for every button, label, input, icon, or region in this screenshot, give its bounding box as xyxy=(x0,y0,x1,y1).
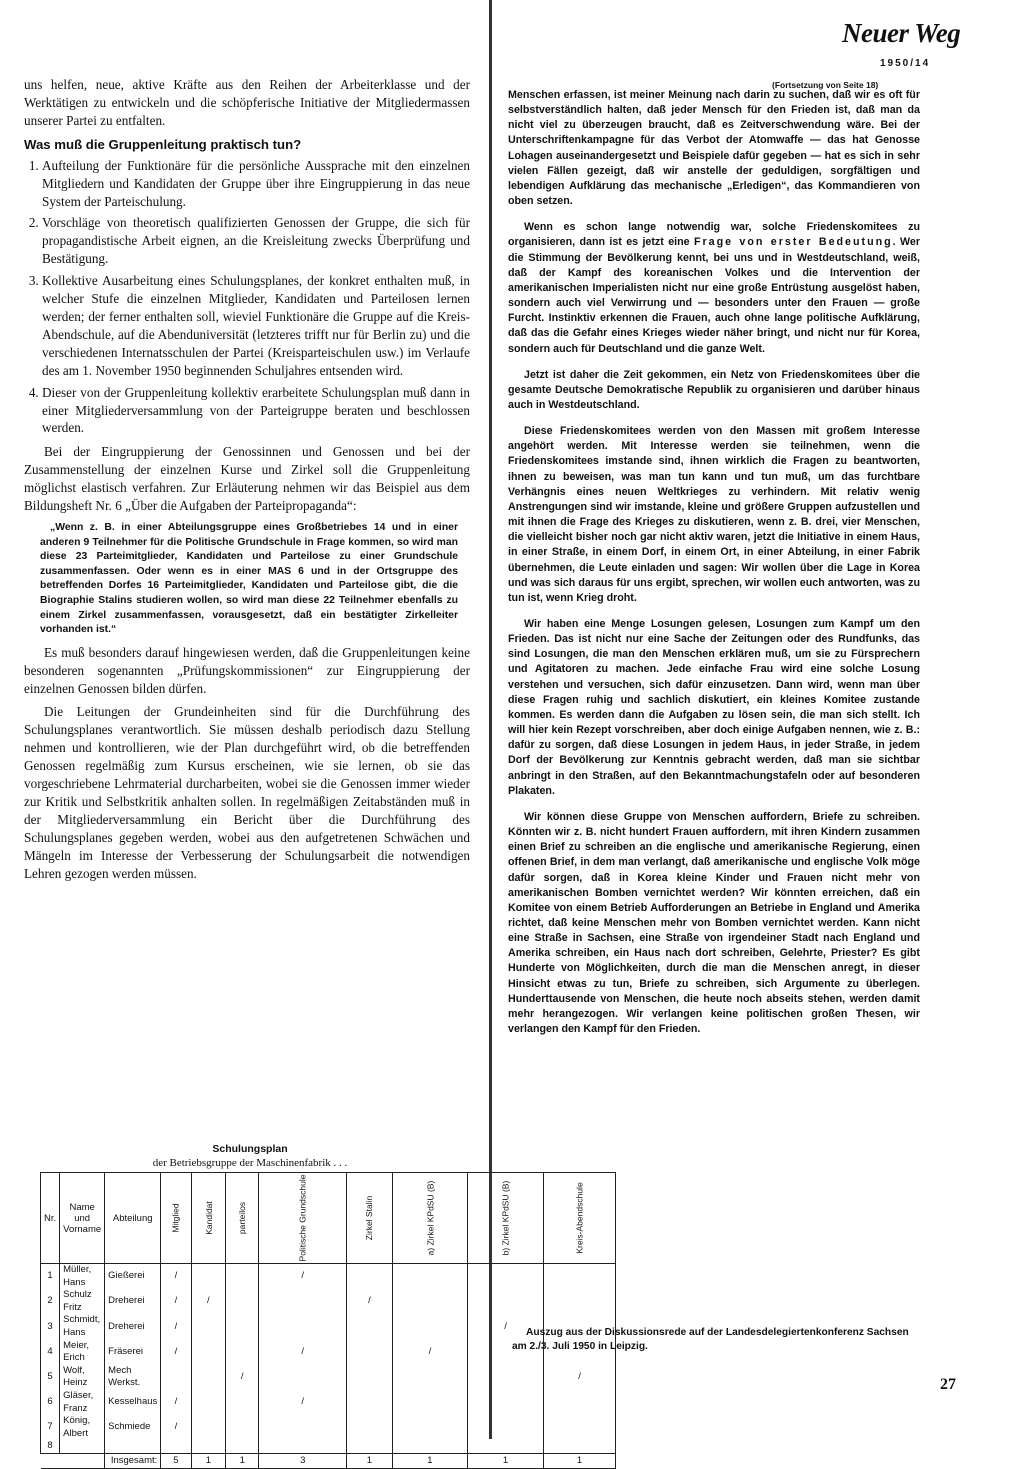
col-header: Mitglied xyxy=(161,1173,191,1264)
table-cell: 2 xyxy=(41,1289,60,1314)
table-cell: 6 xyxy=(41,1390,60,1415)
table-cell: / xyxy=(161,1289,191,1314)
table-cell xyxy=(468,1440,544,1453)
table-cell xyxy=(392,1440,468,1453)
table-cell: Fräserei xyxy=(105,1340,161,1365)
table-cell xyxy=(191,1264,226,1290)
intro-paragraph: uns helfen, neue, aktive Kräfte aus den Reihen der Arbeiterklasse und der Werktätigen zu entwickeln und die schöpferische Initiative der Mitgliedermassen unserer Partei zu entfalten. xyxy=(24,77,470,128)
table-cell: Wolf, Heinz xyxy=(60,1365,105,1390)
list-item: 4. Dieser von der Gruppenleitung kollektiv erarbeitete Schulungsplan muß dann in einer Mitgliederversammlung von der Parteigruppe beraten und beschlossen werden. xyxy=(42,384,470,438)
table-cell: 8 xyxy=(41,1440,60,1453)
table-cell: / xyxy=(226,1365,259,1390)
total-cell: 3 xyxy=(259,1453,347,1468)
task-list xyxy=(24,157,470,438)
table-cell xyxy=(161,1440,191,1453)
table-caption xyxy=(40,1142,460,1170)
table-cell: Schmidt, Hans xyxy=(60,1314,105,1339)
paragraph: Diese Friedenskomitees werden von den Massen mit großem Interesse angehört werden. Mit Interesse werden sie teilnehmen, wenn die Friedenskomitees imstande sind, ihnen wirklich die Fragen zu beantworten, ihnen zu beweisen, was man tun kann und tun muß, um das furchtbare Verhängnis eines neuen Weltkrieges zu verhindern. Mit relativ wenig Anstrengungen sind wir imstande, kleine und größere Gruppen aufzustellen und mit ihnen die Frage des Krieges zu diskutieren, wenn z. B. drei, vier Menschen, die vielleicht bisher noch gar nicht aktiv waren, jetzt die Initiative in einem Haus, in einer Straße, in einem Dorf, in einem Ort, in einer Abteilung, in einer Fabrik übernehmen, die Leute einladen und sagen: Wir wollen über die Lage in Korea und was sich daraus für uns ergibt, sprechen, wir wollen euch antworten, was zu tun ist, wenn Krieg droht. xyxy=(508,425,920,604)
table-cell: / xyxy=(259,1340,347,1365)
table-cell: 4 xyxy=(41,1340,60,1365)
continuation-note: (Fortsetzung von Seite 18) xyxy=(772,80,879,90)
table-cell xyxy=(60,1440,105,1453)
table-cell xyxy=(259,1440,347,1453)
col-header: parteilos xyxy=(226,1173,259,1264)
table-cell: / xyxy=(161,1390,191,1415)
paragraph: Wir können diese Gruppe von Menschen auffordern, Briefe zu schreiben. Könnten wir z. B. nicht hundert Frauen auffordern, mit ihren Kindern zusammen einen Brief zu schreiben an die englische und amerikanische Regierung, einen offenen Brief, in dem man verlangt, daß amerikanische und englische Volk möge dafür sorgen, daß in Korea kleine Kinder und Frauen nicht mehr von amerikanischen Bomben vernichtet werden? Wir könnten erreichen, daß ein Komitee von einem Betrieb Aufforderungen an Betriebe in England und Amerika richtet, daß keine Menschen mehr von Bomben vernichtet werden. Kann nicht eine Straße in Sachsen, eine Straße von irgendeiner Stadt nach England und Amerika schreiben, ein Haus nach dort schreiben, Gelehrte, Priester? Es gibt Hunderte von Möglichkeiten, durch die man die Menschen anregt, in dieser Hinsicht etwas zu tun, Briefe zu schreiben, sich Argumente zu überlegen. Hunderttausende von Menschen, die heute noch abseits stehen, werden damit mehr herangezogen. Wir verlangen keine politischen großen Thesen, wir verlangen den Kampf für den Frieden. xyxy=(508,810,920,1036)
paragraph: Wenn es schon lange notwendig war, solche Friedenskomitees zu organisieren, dann ist es jetzt eine Frage von erster Bedeutung. Wer die Stimmung der Bevölkerung kennt, bei uns und in Westdeutschland, weiß, daß der Kampf des koreanischen Volkes und die Intervention der amerikanischen Imperialisten nicht nur eine große Entrüstung ausgelöst haben, sondern auch viel Verwirrung und — besonders unter den Frauen — große Furcht. Instinktiv erkennen die Frauen, auch ohne lange politische Aufklärung, daß das die Gefahr eines Krieges wieder näher bringt, und nicht nur für Korea, sondern auch für Deutschland und die ganze Welt. xyxy=(508,221,920,355)
block-quote: „Wenn z. B. in einer Abteilungsgruppe eines Großbetriebes 14 und in einer anderen 9 Teilnehmer für die Politische Grundschule in Frage kommen, so wird man diese 23 Parteimitglieder, Kandidaten und Parteilose zu einer Grundschule zusammenfassen. Oder wenn es in einer MAS 6 und in der Ortsgruppe des betreffenden Dorfes 16 Parteimitglieder, Kandidaten und Parteilose gibt, die die Biographie Stalins studieren wollen, so wird man diese 22 Teilnehmer ebenfalls zu einem Zirkel zusammenfassen, vorausgesetzt, daß ein bestätigter Zirkelleiter vorhanden ist.“ xyxy=(40,521,458,636)
table-cell xyxy=(191,1314,226,1339)
table-cell: / xyxy=(161,1264,191,1290)
table-cell: Dreherei xyxy=(105,1289,161,1314)
col-header: b) Zirkel KPdSU (B) xyxy=(468,1173,544,1264)
total-cell: 1 xyxy=(347,1453,392,1468)
table-cell xyxy=(226,1340,259,1365)
total-cell: 1 xyxy=(226,1453,259,1468)
table-cell xyxy=(468,1390,544,1415)
table-cell: Dreherei xyxy=(105,1314,161,1339)
table-cell xyxy=(191,1390,226,1415)
table-cell: 1 xyxy=(41,1264,60,1290)
table-cell xyxy=(347,1314,392,1339)
table-cell xyxy=(347,1264,392,1290)
table-cell: / xyxy=(347,1289,392,1314)
table-cell: Gläser, Franz xyxy=(60,1390,105,1415)
table-cell xyxy=(226,1415,259,1440)
table-cell: 3 xyxy=(41,1314,60,1339)
table-cell xyxy=(347,1390,392,1415)
total-cell: 1 xyxy=(468,1453,544,1468)
table-cell xyxy=(392,1415,468,1440)
table-cell: Mech Werkst. xyxy=(105,1365,161,1390)
table-cell: König, Albert xyxy=(60,1415,105,1440)
table-cell xyxy=(191,1440,226,1453)
table-cell: / xyxy=(392,1340,468,1365)
left-column xyxy=(24,76,470,1126)
table-cell xyxy=(543,1440,615,1453)
col-header: Abteilung xyxy=(105,1173,161,1264)
table-cell xyxy=(392,1289,468,1314)
table-cell: / xyxy=(543,1365,615,1390)
table-cell xyxy=(191,1415,226,1440)
table-cell xyxy=(347,1340,392,1365)
table-cell xyxy=(226,1390,259,1415)
table-total-row xyxy=(41,1453,616,1468)
table-cell xyxy=(392,1390,468,1415)
table-cell xyxy=(468,1415,544,1440)
paragraph: Bei der Eingruppierung der Genossinnen und Genossen und bei der Zusammenstellung der einzelnen Kurse und Zirkel soll die Gruppenleitung möglichst elastisch verfahren. Zur Erläuterung nehmen wir das Beispiel aus dem Bildungsheft Nr. 6 „Über die Aufgaben der Parteipropaganda“: xyxy=(24,444,470,514)
table-cell: / xyxy=(161,1314,191,1339)
table-cell: 7 xyxy=(41,1415,60,1440)
paragraph: Wir haben eine Menge Losungen gelesen, Losungen zum Kampf um den Frieden. Das ist nicht nur eine Sache der Zeitungen oder des Rundfunks, das sind Losungen, die man den Menschen erklären muß, um sie zu Fürsprechern und Agitatoren zu machen. Jede einfache Frau wird eine solche Losung verstehen und versuchen, sich dafür einzusetzen. Dann wird, wenn man über diese Fragen ruhig und sachlich diskutiert, ein kleines Komitee zustande kommen. Es werden dann die Aufgaben zu lösen sein, die man sich stellt. Ich will hier kein Rezept vorschreiben, aber doch einige Aufgaben nennen, wie z. B.: dafür zu sorgen, daß diese Losungen in jedem Haus, in jeder Straße, in jedem Dorf der Bevölkerung zur Kenntnis gebracht werden, daß man sie sichtbar anbringt in den Straßen, auf den Bekanntmachungstafeln oder auf besonderen Plakaten. xyxy=(508,618,920,797)
table-cell xyxy=(226,1264,259,1290)
paragraph: Menschen erfassen, ist meiner Meinung nach darin zu suchen, daß wir es oft für selbstverständlich halten, daß jeder Mensch für den Frieden ist, daß man da nicht viel zu überzeugen braucht, daß es Zeitverschwendung wäre. Bei der Unterschriftenkampagne für das Verbot der Atomwaffe — das hat Genosse Lohagen auseinandergesetzt und Beispiele dafür gegeben — hat es sich in sehr vielen Fällen gezeigt, daß wir anstelle der geduldigen, sorgfältigen und lebendigen Aufklärung das mechanische „Erledigen“, das Kommandieren von oben setzen. xyxy=(508,89,920,208)
masthead-title: Neuer Weg xyxy=(842,18,961,48)
table-cell: / xyxy=(161,1415,191,1440)
table-cell xyxy=(392,1314,468,1339)
table-cell xyxy=(226,1440,259,1453)
paragraph: Jetzt ist daher die Zeit gekommen, ein Netz von Friedenskomitees über die gesamte Deutsche Demokratische Republik zu organisieren und darüber hinaus auch in Westdeutschland. xyxy=(508,368,920,411)
col-header: Politische Grundschule xyxy=(259,1173,347,1264)
table-cell xyxy=(226,1314,259,1339)
table-row xyxy=(41,1415,616,1440)
col-header: Zirkel Stalin xyxy=(347,1173,392,1264)
table-row xyxy=(41,1390,616,1415)
table-cell xyxy=(161,1365,191,1390)
issue-number: 1950/14 xyxy=(880,58,931,69)
table-cell xyxy=(543,1415,615,1440)
table-cell xyxy=(347,1415,392,1440)
table-cell xyxy=(259,1289,347,1314)
col-header: Kreis-Abendschule xyxy=(543,1173,615,1264)
table-cell xyxy=(347,1365,392,1390)
total-cell: 1 xyxy=(392,1453,468,1468)
emphasis-text: Frage von erster Bedeutung xyxy=(693,236,893,249)
table-cell xyxy=(259,1314,347,1339)
table-cell xyxy=(191,1365,226,1390)
table-cell xyxy=(347,1440,392,1453)
total-cell: 5 xyxy=(161,1453,191,1468)
paragraph: Es muß besonders darauf hingewiesen werden, daß die Gruppenleitungen keine besonderen sogenannten „Prüfungskommissionen“ zur Eingruppierung der einzelnen Genossen bilden dürfen. xyxy=(24,644,470,696)
list-item: 2. Vorschläge von theoretisch qualifizierten Genossen der Gruppe, die sich für propagandistische Arbeit eignen, an die Kreisleitung zwecks Überprüfung und Bestätigung. xyxy=(42,214,470,268)
table-cell xyxy=(392,1365,468,1390)
col-header: Name und Vorname xyxy=(60,1173,105,1264)
paragraph: Die Leitungen der Grundeinheiten sind für die Durchführung des Schulungsplanes verantwortlich. Sie müssen deshalb periodisch dazu Stellung nehmen und kontrollieren, wie der Plan durchgeführt wird, ob die betreffenden Genossen regelmäßig zum Kursus erscheinen, wie sie lernen, ob sie das vorgeschriebene Lehrmaterial durcharbeiten, wobei sie die Genossen immer wieder zur Kritik und Selbstkritik anhalten sollen. In regelmäßigen Zeitabständen muß in der Mitgliederversammlung ein Bericht über die Durchführung des Schulungsplanes gegeben werden, wobei aus den aufgetretenen Schwächen und Mängeln im Interesse der Verbesserung der Schulungsarbeit die notwendigen Lehren gezogen werden müssen. xyxy=(24,704,470,881)
list-item: 1. Aufteilung der Funktionäre für die persönliche Aussprache mit den einzelnen Mitgliedern und Kandidaten der Gruppe über ihre Eingruppierung in das neue System der Parteischulung. xyxy=(42,157,470,211)
table-cell xyxy=(392,1264,468,1290)
col-header: Kandidat xyxy=(191,1173,226,1264)
table-cell: Schmiede xyxy=(105,1415,161,1440)
page-number: 27 xyxy=(940,1376,956,1393)
table-cell: 5 xyxy=(41,1365,60,1390)
table-cell xyxy=(191,1340,226,1365)
col-header: a) Zirkel KPdSU (B) xyxy=(392,1173,468,1264)
table-cell xyxy=(259,1415,347,1440)
table-cell xyxy=(543,1390,615,1415)
table-cell: Meier, Erich xyxy=(60,1340,105,1365)
total-cell: 1 xyxy=(543,1453,615,1468)
table-cell: Müller, Hans xyxy=(60,1264,105,1290)
right-column xyxy=(508,88,920,1378)
table-cell xyxy=(105,1440,161,1453)
table-row xyxy=(41,1440,616,1453)
table-cell: / xyxy=(259,1264,347,1290)
table-cell: / xyxy=(161,1340,191,1365)
table-cell xyxy=(226,1289,259,1314)
total-label: Insgesamt: xyxy=(105,1453,161,1468)
table-cell xyxy=(259,1365,347,1390)
table-cell: Kesselhaus xyxy=(105,1390,161,1415)
table-cell: Schulz Fritz xyxy=(60,1289,105,1314)
table-cell: / xyxy=(259,1390,347,1415)
table-cell: / xyxy=(468,1314,544,1339)
list-item: 3. Kollektive Ausarbeitung eines Schulungsplanes, der konkret enthalten muß, in welcher Stufe die einzelnen Mitglieder, Kandidaten und Parteilosen lernen werden; der ferner enthalten soll, wieviel Funktionäre die Gruppe auf die Kreis-Abendschule, auf die Abenduniversität (letzteres trifft nur für Berlin zu) und die verschiedenen Internatsschulen der Partei (Kreisparteischulen usw.) im Verlaufe des am 1. November 1950 beginnenden Schuljahres entsenden wird. xyxy=(42,272,470,379)
total-cell: 1 xyxy=(191,1453,226,1468)
table-cell: / xyxy=(191,1289,226,1314)
section-heading: Was muß die Gruppenleitung praktisch tun? xyxy=(24,136,302,152)
table-title: Schulungsplan xyxy=(212,1143,288,1155)
col-header: Nr. xyxy=(41,1173,60,1264)
table-subtitle: der Betriebsgruppe der Maschinenfabrik . . . xyxy=(152,1157,348,1169)
table-cell: Gießerei xyxy=(105,1264,161,1290)
source-footnote: Auszug aus der Diskussionsrede auf der Landesdelegiertenkonferenz Sachsen am 2./3. Juli 1950 in Leipzig. xyxy=(512,1327,909,1352)
